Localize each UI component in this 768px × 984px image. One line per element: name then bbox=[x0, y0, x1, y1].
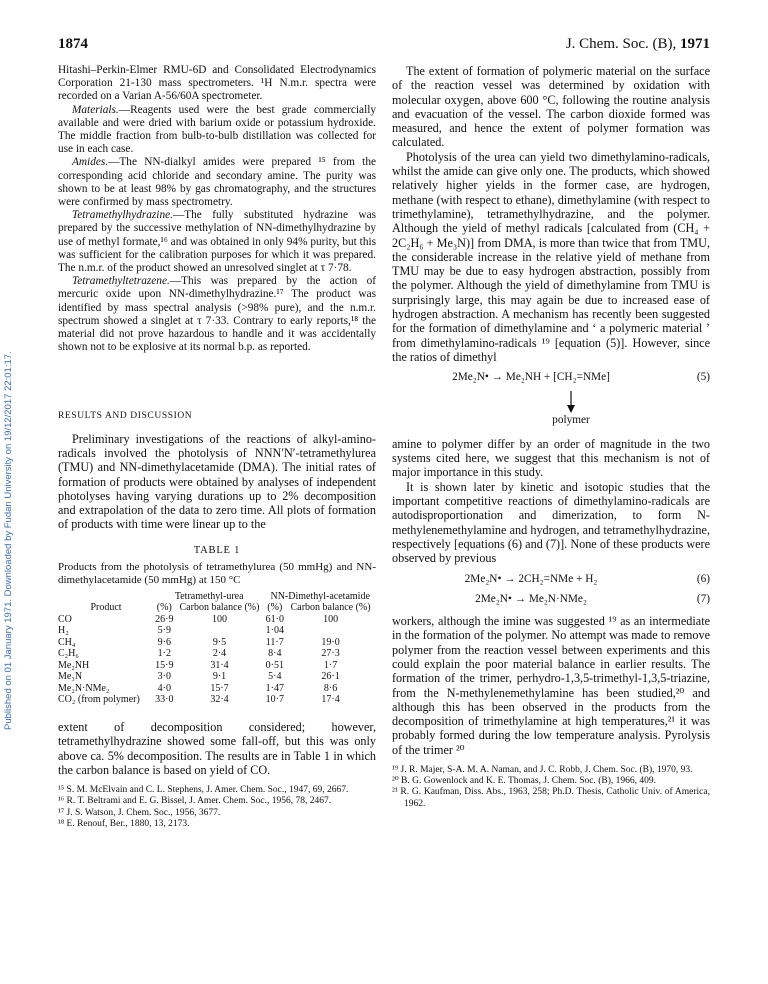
table-cell-product: CO₂ (from polymer) bbox=[58, 694, 140, 706]
table-cell-amide-carbon: 27·3 bbox=[321, 648, 340, 660]
table-cell-urea-carbon: 9·1 bbox=[212, 671, 227, 683]
tmh-heading: Tetramethylhydrazine. bbox=[72, 209, 173, 222]
journal-header bbox=[566, 36, 710, 53]
equation-5 bbox=[392, 370, 710, 384]
table-cell-amide-pct: 10·7 bbox=[265, 694, 284, 706]
polymer-branch bbox=[432, 391, 710, 427]
table-title: TABLE 1 bbox=[193, 544, 241, 556]
tmh-text: —The fully substituted hydrazine was prepared by the successive methylation of NN-dimethylhydrazine by use of methyl formate,¹⁶ and was obtained in only 94% purity, but this was sufficient for the calibration purposes for which it was prepared. The n.m.r. of the product showed an unresolved singlet at τ 7·78. bbox=[58, 209, 376, 275]
table-cell-product: Me₃N bbox=[58, 671, 83, 683]
table-row bbox=[58, 660, 376, 672]
table-caption: Products from the photolysis of tetramethylurea (50 mmHg) and NN-dimethylacetamide (50 mmHg) at 150 °C bbox=[58, 560, 376, 586]
table-header-pct: (%) bbox=[267, 602, 283, 614]
table-header-carbon: Carbon balance (%) bbox=[290, 602, 371, 614]
right-paragraph-2: Photolysis of the urea can yield two dimethylamino-radicals, whilst the amide can give only one. The products, which showed relatively higher yields in the former case, are hydrogen, methane (with respect to ethane), dimethylamine (with respect to trimethylamine), tetramethylhydrazine, and the polymer. Although the yield of methyl radicals [calculated from (CH₄ + 2C₂H₆ + Me₃N)] from DMA, is more than twice that from TMU, the considerable increase in the relative yield of methane from TMU may be due to easy hydrogen abstraction, possibly from the polymer. Although the yield of dimethylamine from TMU is surprisingly large, this may again be due to increased ease of hydrogen abstraction. A mechanism has recently been suggested for the formation of dimethylamine and ‘ a polymeric material ’ from dimethylamino-radicals ¹⁹ [equation (5)]. However, since the ratios of dimethyl bbox=[392, 149, 710, 364]
table-header-product: Product bbox=[90, 602, 122, 614]
footnote: ¹⁶ R. T. Beltrami and E. G. Bissel, J. Amer. Chem. Soc., 1956, 78, 2467. bbox=[58, 796, 332, 807]
page-number: 1874 bbox=[58, 36, 88, 52]
table-cell-product: H₂ bbox=[58, 625, 69, 637]
materials-text: —Reagents used were the best grade commercially available and were dried with barium oxide or potassium hydroxide. The middle fraction from bulb-to-bulb distillation was collected for use in each case. bbox=[58, 103, 376, 156]
table-cell-amide-carbon bbox=[285, 625, 376, 637]
table-cell-product: Me₂NH bbox=[58, 659, 90, 671]
results-paragraph-2: extent of decomposition considered; however, tetramethylhydrazine showed some fall-off, but this was only above ca. 5% decomposition. The results are in Table 1 in which the carbon balance is based on yield of CO. bbox=[58, 719, 376, 777]
right-paragraph-5: workers, although the imine was suggested ¹⁹ as an intermediate in the formation of the polymer. No attempt was made to remove polymer from the reaction vessel between experiments and this could explain the poor material balance in earlier results. The formation of the trimer, perhydro-1,3,5-trimethyl-1,3,5-triazine, from the N-methylenemethylamine has been studied,²⁰ and although this has been observed in the products from the decomposition of trimethylamine at high temperatures,²¹ it was probably formed during the low temperature analysis. Pyrolysis of the trimer ²⁰ bbox=[392, 614, 710, 757]
equation-6 bbox=[392, 572, 710, 586]
table-cell-product: CH₄ bbox=[58, 636, 76, 648]
footnote: ¹⁵ S. M. McElvain and C. L. Stephens, J. Amer. Chem. Soc., 1947, 69, 2667. bbox=[58, 785, 349, 796]
table-cell-amide-pct: 11·7 bbox=[265, 636, 284, 648]
tmt-heading: Tetramethyltetrazene. bbox=[72, 275, 170, 288]
table-cell-amide-pct: 0·51 bbox=[265, 659, 284, 671]
down-arrow-icon bbox=[566, 391, 576, 413]
right-paragraph-4: It is shown later by kinetic and isotopic studies that the important competitive reactions of dimethylamino-radicals are autodisproportionation and dimerization, to form N-methylenemethylamine and hydrogen, and tetramethylhydrazine, respectively [equations (6) and (7)]. None of these products were observed by previous bbox=[392, 479, 710, 566]
tmt-paragraph bbox=[58, 275, 376, 354]
equation-6-number: (6) bbox=[696, 572, 710, 585]
table-cell-urea-pct: 1·2 bbox=[157, 648, 171, 660]
table-cell-amide-pct: 8·4 bbox=[268, 648, 282, 660]
journal-year: 1971 bbox=[680, 36, 710, 52]
polymer-label: polymer bbox=[552, 413, 590, 426]
right-column bbox=[392, 64, 710, 810]
table-cell-amide-carbon: 1·7 bbox=[323, 659, 338, 671]
table-cell-urea-pct: 3·0 bbox=[157, 671, 171, 683]
table-cell-amide-pct: 1·47 bbox=[265, 682, 284, 694]
footnote: ²⁰ B. G. Gowenlock and K. E. Thomas, J. Chem. Soc. (B), 1966, 409. bbox=[392, 776, 657, 787]
download-watermark[interactable]: Published on 01 January 1971. Downloaded by Fudan University on 19/12/2017 22:01:17. bbox=[3, 351, 14, 730]
footnote: ¹⁷ J. S. Watson, J. Chem. Soc., 1956, 3677. bbox=[58, 807, 221, 818]
equation-7-formula: 2Me₂N• → Me₂N·NMe₂ bbox=[475, 592, 587, 605]
table-group-urea: Tetramethyl-urea bbox=[174, 590, 244, 602]
table-cell-product: CO bbox=[58, 613, 72, 625]
table-cell-amide-carbon: 100 bbox=[323, 613, 339, 625]
table-cell-amide-carbon: 8·6 bbox=[323, 682, 338, 694]
footnotes-left bbox=[58, 785, 376, 830]
table-cell-urea-carbon: 31·4 bbox=[210, 659, 229, 671]
equation-5-number: (5) bbox=[696, 371, 710, 384]
materials-heading: Materials. bbox=[72, 103, 119, 116]
amides-heading: Amides. bbox=[72, 156, 109, 169]
table-header-carbon: Carbon balance (%) bbox=[179, 602, 260, 614]
table-cell-urea-carbon: 32·4 bbox=[210, 694, 229, 706]
table-cell-urea-pct: 4·0 bbox=[157, 682, 171, 694]
section-heading: RESULTS AND DISCUSSION bbox=[58, 411, 193, 422]
right-paragraph-3: amine to polymer differ by an order of magnitude in the two systems cited here, we suggest that this mechanism is not of major importance in this study. bbox=[392, 436, 710, 480]
footnote: ²¹ R. G. Kaufman, Diss. Abs., 1963, 258; Ph.D. Thesis, Catholic Univ. of America, 1962. bbox=[392, 787, 710, 809]
equation-7-number: (7) bbox=[696, 592, 710, 605]
footnote: ¹⁹ J. R. Majer, S-A. M. A. Naman, and J. C. Robb, J. Chem. Soc. (B), 1970, 93. bbox=[392, 765, 693, 776]
tmh-paragraph bbox=[58, 209, 376, 275]
intro-paragraph: Hitashi–Perkin-Elmer RMU-6D and Consolidated Electrodynamics Corporation 21-130 mass spectrometers. ¹H N.m.r. spectra were recorded on a Varian A-56/60A spectrometer. bbox=[58, 64, 376, 103]
table-row bbox=[58, 694, 376, 706]
tmt-text: —This was prepared by the action of mercuric oxide upon NN-dimethylhydrazine.¹⁷ The product was identified by mass spectral analysis (>98% pure), and the n.m.r. spectrum showed a singlet at τ 7·33. Contrary to early reports,¹⁸ the material did not prove hazardous to handle and it was accidentally shown not to be explosive at its normal b.p. as reported. bbox=[58, 275, 376, 354]
results-paragraph-1: Preliminary investigations of the reactions of alkyl-amino-radicals involved the photolysis of NNN′N′-tetramethylurea (TMU) and NN-dimethylacetamide (DMA). The initial rates of formation of products were obtained by analyses of independent photolyses having varying durations up to 2% decomposition and extrapolation of the data to zero time. All plots of formation of products with time were linear up to the bbox=[58, 431, 376, 532]
table-row bbox=[58, 637, 376, 649]
products-table bbox=[58, 591, 376, 706]
table-cell-urea-pct: 15·9 bbox=[155, 659, 174, 671]
table-cell-urea-carbon: 15·7 bbox=[210, 682, 229, 694]
table-group-amide: NN-Dimethyl-acetamide bbox=[270, 590, 370, 602]
table-cell-product: Me₂N·NMe₂ bbox=[58, 682, 110, 694]
journal-name: J. Chem. Soc. (B), bbox=[565, 36, 677, 52]
table-row bbox=[58, 683, 376, 695]
table-cell-urea-pct: 26·9 bbox=[155, 613, 174, 625]
right-paragraph-1: The extent of formation of polymeric material on the surface of the reaction vessel was determined by oxidation with molecular oxygen, above 600 °C, following the routine analysis and evacuation of the vessel. The carbon dioxide formed was measured, and hence the extent of polymer formation was calculated. bbox=[392, 64, 710, 150]
equation-6-formula: 2Me₂N• → 2CH₂=NMe + H₂ bbox=[464, 572, 598, 585]
table-row bbox=[58, 614, 376, 626]
table-body bbox=[58, 614, 376, 706]
materials-paragraph bbox=[58, 104, 376, 157]
table-cell-urea-pct: 33·0 bbox=[155, 694, 174, 706]
table-cell-urea-carbon: 2·4 bbox=[212, 648, 227, 660]
footnotes-right bbox=[392, 765, 710, 810]
table-cell-amide-carbon: 26·1 bbox=[321, 671, 340, 683]
table-cell-product: C₂H₆ bbox=[58, 648, 79, 660]
table-header-pct: (%) bbox=[156, 602, 172, 614]
table-cell-amide-pct: 5·4 bbox=[268, 671, 282, 683]
table-cell-amide-pct: 1·04 bbox=[265, 625, 284, 637]
left-column bbox=[58, 64, 376, 830]
table-cell-amide-carbon: 19·0 bbox=[321, 636, 340, 648]
table-cell-amide-pct: 61·0 bbox=[265, 613, 284, 625]
amides-text: —The NN-dialkyl amides were prepared ¹⁵ from the corresponding acid chloride and secondary amine. The purity was shown to be at least 98% by gas chromatography, and the structures were confirmed by mass spectrometry. bbox=[58, 156, 376, 209]
table-cell-urea-pct: 9·6 bbox=[157, 636, 171, 648]
equation-5-formula: 2Me₂N• → Me₂NH + [CH₂=NMe] bbox=[452, 371, 610, 384]
table-row bbox=[58, 648, 376, 660]
table-cell-amide-carbon: 17·4 bbox=[321, 694, 340, 706]
equation-7 bbox=[392, 592, 710, 606]
table-cell-urea-carbon: 9·5 bbox=[212, 636, 227, 648]
table-cell-urea-carbon: 100 bbox=[211, 613, 227, 625]
table-cell-urea-pct: 5·9 bbox=[157, 625, 171, 637]
table-cell-urea-carbon bbox=[175, 625, 265, 637]
table-row bbox=[58, 671, 376, 683]
footnote: ¹⁸ E. Renouf, Ber., 1880, 13, 2173. bbox=[58, 818, 190, 829]
table-row bbox=[58, 625, 376, 637]
amides-paragraph bbox=[58, 156, 376, 209]
